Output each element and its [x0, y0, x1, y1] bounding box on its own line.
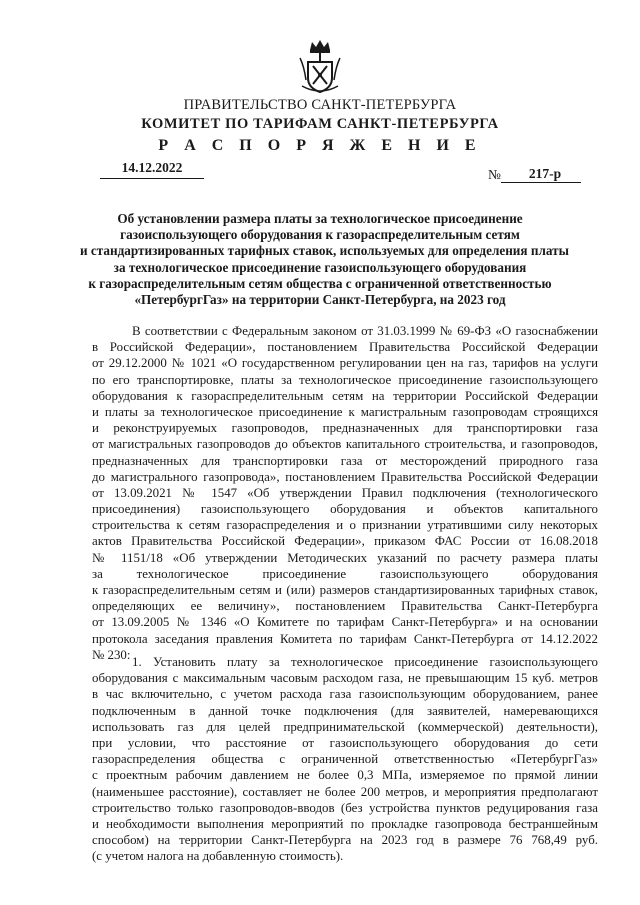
text-line: оборудования к газораспределительным сетям на территории Российской Федерации	[92, 388, 598, 403]
text-line: газораспределения общества с ограниченной ответственностью «ПетербургГаз»	[92, 752, 598, 767]
document-title	[80, 211, 569, 308]
text-line: и платы за технологическое присоединение к магистральным газопроводам строящихся	[92, 404, 598, 419]
document-type: Р А С П О Р Я Ж Е Н И Е	[158, 137, 482, 154]
text-line: от 13.09.2021 № 1547 «Об утверждении Правил подключения (технологического	[92, 485, 598, 500]
document-number-block	[488, 166, 581, 183]
text-line: от магистральных газопроводов до объектов капитального строительства, и газопроводов,	[92, 437, 598, 452]
text-line: к газораспределительным сетям и (или) размеров стандартизированных тарифных ставок,	[92, 583, 598, 597]
text-line: использовать газ для целей предпринимательской (коммерческой) деятельности),	[92, 719, 598, 734]
document-date: 14.12.2022	[100, 160, 204, 179]
text-line: при условии, что расстояние от газоиспользующего оборудования до сети	[92, 735, 598, 750]
text-line: оборудования с максимальным часовым расходом газа, не превышающим 15 куб. метров	[92, 671, 598, 686]
text-line: (с учетом налога на добавленную стоимость).	[92, 849, 344, 864]
text-line: строительство только газопроводов-вводов (без устройства пунктов редуцирования газа	[92, 800, 598, 815]
text-line: с проектным рабочим давлением не более 0,3 МПа, измеряемое по прямой линии	[92, 768, 598, 783]
clause-1-paragraph	[92, 654, 598, 864]
text-line: за технологическое присоединение газоиспользующего оборудования	[92, 566, 598, 581]
text-line: 1. Установить плату за технологическое присоединение газоиспользующего	[132, 655, 598, 669]
preamble-paragraph	[92, 323, 598, 663]
text-line: (наименьшее расстояние), составляет не более 200 метров, и мероприятия предполагают	[92, 784, 598, 799]
text-line: строительства к сетям газораспределения и о признании утратившими силу некоторых	[92, 518, 598, 533]
title-line: «ПетербургГаз» на территории Санкт-Петербурга, на 2023 год	[134, 292, 506, 308]
title-line: и стандартизированных тарифных ставок, используемых для определения платы	[80, 243, 569, 259]
title-line: к газораспределительным сетям общества с ограниченной ответственностью	[88, 275, 552, 291]
text-line: в Российской Федерации», постановлением Правительства Российской Федерации	[92, 340, 598, 355]
text-line: до магистрального газопровода», постановлением Правительства Российской Федерации	[92, 469, 598, 484]
title-line: газоиспользующего оборудования к газораспределительным сетям	[120, 227, 520, 243]
text-line: предназначенных для транспортировки газа от месторождений природного газа	[92, 453, 598, 468]
text-line: В соответствии с Федеральным законом от 31.03.1999 № 69-ФЗ «О газоснабжении	[132, 324, 598, 338]
text-line: подключенным в данной точке подключения (для заявителей, намеревающихся	[92, 703, 598, 718]
title-line: Об установлении размера платы за технологическое присоединение	[117, 211, 523, 226]
text-line: и необходимости выполнения мероприятий по прокладке газопровода бестраншейным	[92, 816, 598, 831]
text-line: № 230:	[92, 647, 131, 662]
text-line: протокола заседания правления Комитета по тарифам Санкт-Петербурга от 14.12.2022	[92, 631, 598, 646]
text-line: присоединения) газоиспользующего оборудования и объектов капитального	[92, 502, 598, 517]
committee-name: КОМИТЕТ ПО ТАРИФАМ САНКТ-ПЕТЕРБУРГА	[141, 116, 499, 132]
text-line: в час включительно, с учетом расхода газа газоиспользующим оборудованием, ранее	[92, 687, 598, 702]
text-line: по его транспортировке, платы за технологическое присоединение газоиспользующего	[92, 372, 598, 387]
text-line: от 29.12.2000 № 1021 «О государственном регулировании цен на газ, тарифов на услуги	[92, 356, 598, 371]
text-line: и реконструируемых газопроводов, предназначенных для транспортировки газа	[92, 421, 598, 436]
text-line: от 13.09.2005 № 1346 «О Комитете по тарифам Санкт-Петербурга» и на основании	[92, 615, 598, 630]
text-line: актов Правительства Российской Федерации», приказом ФАС России от 16.08.2018	[92, 534, 598, 549]
government-name: ПРАВИТЕЛЬСТВО САНКТ-ПЕТЕРБУРГА	[183, 97, 457, 113]
coat-of-arms-icon	[296, 36, 344, 96]
text-line: определяющих ее величину», постановлением Правительства Санкт-Петербурга	[92, 599, 598, 614]
title-line: за технологическое присоединение газоиспользующего оборудования	[113, 259, 527, 275]
text-line: № 1151/18 «Об утверждении Методических указаний по расчету размера платы	[92, 550, 598, 565]
text-line: способом) на территории Санкт-Петербурга на 2023 год в размере 76 768,49 руб.	[92, 833, 598, 848]
document-number: 217-р	[501, 166, 581, 183]
number-sign: №	[488, 167, 501, 182]
